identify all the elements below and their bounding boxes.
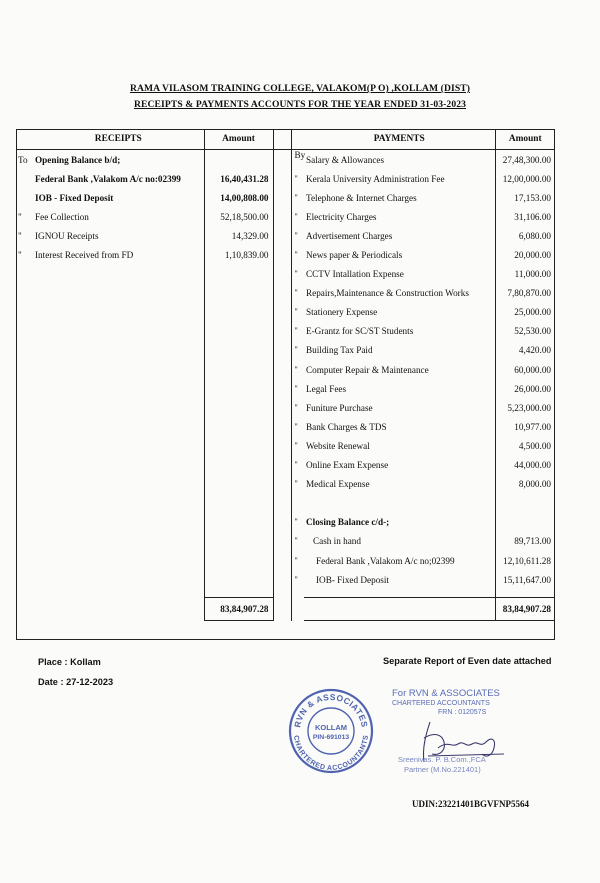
firm-stamp (392, 688, 500, 717)
gap-cell (273, 150, 291, 170)
receipt-prefix (16, 341, 33, 360)
gap-cell (273, 226, 291, 245)
gap-cell (273, 398, 291, 417)
payment-prefix: " (294, 326, 298, 336)
payment-amount: 10,977.00 (495, 417, 555, 436)
payment-prefix: By (294, 150, 306, 160)
receipt-item (33, 551, 204, 570)
receipt-prefix: To (18, 154, 28, 165)
payment-prefix: " (294, 383, 298, 393)
ledger-row (16, 456, 555, 475)
payment-item: Salary & Allowances (306, 154, 385, 165)
ledger-row (16, 150, 555, 170)
payment-amount: 17,153.00 (495, 188, 555, 207)
payment-prefix: " (294, 345, 298, 355)
gap-cell (273, 245, 291, 264)
payment-item: Bank Charges & TDS (306, 421, 387, 432)
ledger-row (16, 417, 555, 436)
payment-amount: 89,713.00 (495, 532, 555, 551)
ledger-row (16, 532, 555, 551)
payment-item: Computer Repair & Maintenance (306, 364, 429, 375)
payment-amount: 20,000.00 (495, 245, 555, 264)
receipt-amount (204, 513, 273, 532)
receipt-prefix (16, 417, 33, 436)
college-name: RAMA VILASOM TRAINING COLLEGE, VALAKOM(P O) ,KOLLAM (DIST) (129, 83, 471, 94)
payment-item: Repairs,Maintenance & Construction Works (306, 288, 469, 299)
ledger-row (16, 379, 555, 398)
payment-amount: 4,500.00 (495, 436, 555, 455)
gap-cell (273, 284, 291, 303)
payment-item: Cash in hand (313, 536, 361, 547)
payment-amount: 6,080.00 (495, 226, 555, 245)
payment-prefix: " (294, 555, 298, 565)
gap-cell (273, 341, 291, 360)
receipt-prefix (16, 303, 33, 322)
ledger-table (16, 129, 555, 621)
payments-amount-header: Amount (495, 129, 555, 150)
receipt-prefix (16, 532, 33, 551)
payment-prefix: " (294, 574, 298, 584)
payment-amount: 8,000.00 (495, 475, 555, 494)
receipt-amount (204, 417, 273, 436)
receipt-item: Opening Balance b/d; (35, 154, 121, 165)
payment-item: Legal Fees (306, 383, 347, 394)
receipt-item (33, 360, 204, 379)
payment-amount: 12,10,611.28 (495, 551, 555, 570)
receipt-item (33, 303, 204, 322)
receipt-amount (204, 398, 273, 417)
receipt-prefix (16, 284, 33, 303)
payment-item: IOB- Fixed Deposit (316, 574, 389, 585)
gap-cell (273, 188, 291, 207)
payment-prefix: " (294, 402, 298, 412)
receipt-amount (204, 303, 273, 322)
receipt-amount: 1,10,839.00 (204, 245, 273, 264)
totals-row (16, 598, 555, 621)
ledger-row (16, 169, 555, 188)
receipt-item (33, 322, 204, 341)
payment-amount: 27,48,300.00 (495, 150, 555, 170)
receipt-amount (204, 379, 273, 398)
payment-item: Medical Expense (306, 479, 370, 490)
receipt-prefix (16, 188, 33, 207)
receipt-item (33, 494, 204, 513)
payment-amount: 44,000.00 (495, 456, 555, 475)
ledger-row (16, 551, 555, 570)
ledger-row (16, 322, 555, 341)
ledger-row (16, 226, 555, 245)
payment-prefix: " (294, 288, 298, 298)
payment-amount: 5,23,000.00 (495, 398, 555, 417)
payment-prefix: " (294, 364, 298, 374)
receipt-prefix (16, 494, 33, 513)
partner-block (398, 755, 486, 775)
receipt-amount (204, 150, 273, 170)
receipt-prefix: " (18, 230, 22, 241)
partner-membership: Partner (M.No.221401) (404, 765, 481, 774)
gap-cell (273, 456, 291, 475)
spacer-row (16, 589, 555, 598)
receipt-amount (204, 475, 273, 494)
receipt-amount: 14,329.00 (204, 226, 273, 245)
receipts-header: RECEIPTS (33, 129, 204, 150)
payment-item (304, 494, 495, 513)
seal-bottom-text: CHARTERED ACCOUNTANTS (292, 734, 370, 773)
seal-center-line2: PIN-691013 (312, 734, 350, 741)
payment-prefix: " (294, 250, 298, 260)
payment-amount: 4,420.00 (495, 341, 555, 360)
ledger-row (16, 360, 555, 379)
receipt-amount (204, 551, 273, 570)
payment-prefix: " (294, 192, 298, 202)
gap-cell (273, 417, 291, 436)
receipt-amount (204, 456, 273, 475)
payment-prefix: " (294, 230, 298, 240)
payment-item: Online Exam Expense (306, 460, 389, 471)
receipt-item: Federal Bank ,Valakom A/c no:02399 (35, 173, 181, 184)
payment-item: Federal Bank ,Valakom A/c no;02399 (316, 555, 455, 566)
payment-item: News paper & Periodicals (306, 250, 403, 261)
association-seal (288, 688, 374, 774)
receipt-item (33, 436, 204, 455)
payment-prefix: " (294, 307, 298, 317)
payment-item: Telephone & Internet Charges (306, 192, 417, 203)
payment-prefix: " (294, 517, 298, 527)
receipt-prefix (16, 379, 33, 398)
receipt-item (33, 398, 204, 417)
payment-amount: 52,530.00 (495, 322, 555, 341)
receipt-prefix (16, 570, 33, 589)
receipt-item (33, 456, 204, 475)
gap-cell (273, 360, 291, 379)
payment-amount: 12,00,000.00 (495, 169, 555, 188)
firm-stamp-line2: CHARTERED ACCOUNTANTS (392, 700, 490, 707)
ledger-row (16, 513, 555, 532)
gap-cell (273, 265, 291, 284)
gap-cell (273, 570, 291, 589)
receipt-amount (204, 532, 273, 551)
gap-cell (273, 532, 291, 551)
ledger-row (16, 303, 555, 322)
receipt-amount: 16,40,431.28 (204, 169, 273, 188)
partner-name: Sreenivas. P. B.Com.,FCA (398, 755, 486, 764)
payment-prefix: " (294, 269, 298, 279)
receipt-item (33, 379, 204, 398)
payment-prefix: " (294, 460, 298, 470)
receipt-prefix (16, 265, 33, 284)
receipt-prefix (16, 513, 33, 532)
gap-cell (273, 207, 291, 226)
receipt-item (33, 513, 204, 532)
receipt-amount (204, 265, 273, 284)
ledger-row (16, 494, 555, 513)
receipt-amount (204, 570, 273, 589)
receipt-amount (204, 494, 273, 513)
receipt-prefix (16, 360, 33, 379)
ledger-row (16, 436, 555, 455)
payment-item: Website Renewal (306, 440, 370, 451)
receipt-prefix (16, 169, 33, 188)
payments-header: PAYMENTS (304, 129, 495, 150)
payment-prefix: " (294, 173, 298, 183)
payment-item: CCTV Intallation Expense (306, 269, 404, 280)
payment-item: Building Tax Paid (306, 345, 373, 356)
ledger-row (16, 341, 555, 360)
receipts-total: 83,84,907.28 (204, 598, 273, 621)
firm-stamp-line3: FRN : 012057S (438, 709, 487, 716)
receipt-prefix (16, 475, 33, 494)
payment-item: Electricity Charges (306, 211, 377, 222)
payment-amount: 25,000.00 (495, 303, 555, 322)
receipt-prefix (16, 436, 33, 455)
ledger-row (16, 475, 555, 494)
receipt-item: IGNOU Receipts (35, 230, 99, 241)
gap-cell (273, 513, 291, 532)
payment-amount (495, 494, 555, 513)
receipt-item (33, 475, 204, 494)
seal-top-text: RVN & ASSOCIATES (292, 691, 370, 729)
ledger-row (16, 398, 555, 417)
payment-prefix (291, 494, 304, 513)
receipt-prefix: " (18, 250, 22, 261)
receipt-amount (204, 284, 273, 303)
payment-item: Stationery Expense (306, 307, 378, 318)
receipt-item (33, 341, 204, 360)
receipt-amount (204, 341, 273, 360)
separate-report-note: Separate Report of Even date attached (383, 656, 552, 666)
receipt-item: Fee Collection (35, 211, 89, 222)
receipt-item (33, 265, 204, 284)
receipt-item (33, 570, 204, 589)
payment-amount: 60,000.00 (495, 360, 555, 379)
receipt-amount: 14,00,808.00 (204, 188, 273, 207)
gap-cell (273, 322, 291, 341)
receipt-prefix (16, 551, 33, 570)
payment-item: Funiture Purchase (306, 402, 373, 413)
ledger-row (16, 245, 555, 264)
payment-amount: 15,11,647.00 (495, 570, 555, 589)
payment-amount (495, 513, 555, 532)
gap-cell (273, 475, 291, 494)
receipt-amount (204, 322, 273, 341)
date-label: Date : 27-12-2023 (38, 677, 114, 687)
gap-cell (273, 303, 291, 322)
ledger-row (16, 284, 555, 303)
receipt-item (33, 532, 204, 551)
payment-amount: 11,000.00 (495, 265, 555, 284)
payment-amount: 31,106.00 (495, 207, 555, 226)
payment-prefix: " (294, 479, 298, 489)
payment-amount: 26,000.00 (495, 379, 555, 398)
receipts-amount-header: Amount (204, 129, 273, 150)
receipt-item (33, 417, 204, 436)
ledger-row (16, 207, 555, 226)
receipt-amount (204, 360, 273, 379)
payment-prefix: " (294, 536, 298, 546)
receipt-amount (204, 436, 273, 455)
receipt-prefix (16, 456, 33, 475)
payment-item: Advertisement Charges (306, 230, 393, 241)
receipt-prefix (16, 398, 33, 417)
gap-cell (273, 169, 291, 188)
receipt-item: IOB - Fixed Deposit (35, 192, 114, 203)
payment-item: Closing Balance c/d-; (306, 517, 390, 528)
ledger-row (16, 570, 555, 589)
payment-amount: 7,80,870.00 (495, 284, 555, 303)
receipt-item: Interest Received from FD (35, 250, 134, 261)
receipt-amount: 52,18,500.00 (204, 207, 273, 226)
gap-cell (273, 551, 291, 570)
udin-number: UDIN:23221401BGVFNP5564 (412, 799, 529, 809)
ledger-header-row (16, 129, 555, 150)
gap-cell (273, 436, 291, 455)
payment-prefix: " (294, 211, 298, 221)
ledger-row (16, 188, 555, 207)
receipt-prefix: " (18, 211, 22, 222)
seal-center-line1: KOLLAM (314, 723, 348, 732)
statement-title: RECEIPTS & PAYMENTS ACCOUNTS FOR THE YEAR ENDED 31-03-2023 (133, 99, 467, 110)
gap-cell (273, 494, 291, 513)
payment-prefix: " (294, 440, 298, 450)
receipt-prefix (16, 322, 33, 341)
firm-stamp-line1: For RVN & ASSOCIATES (392, 688, 500, 699)
payment-item: Kerala University Administration Fee (306, 173, 445, 184)
ledger-row (16, 265, 555, 284)
gap-cell (273, 379, 291, 398)
payment-item: E-Grantz for SC/ST Students (306, 326, 414, 337)
payments-total: 83,84,907.28 (495, 598, 555, 621)
payment-prefix: " (294, 421, 298, 431)
place-label: Place : Kollam (38, 657, 101, 667)
receipt-item (33, 284, 204, 303)
